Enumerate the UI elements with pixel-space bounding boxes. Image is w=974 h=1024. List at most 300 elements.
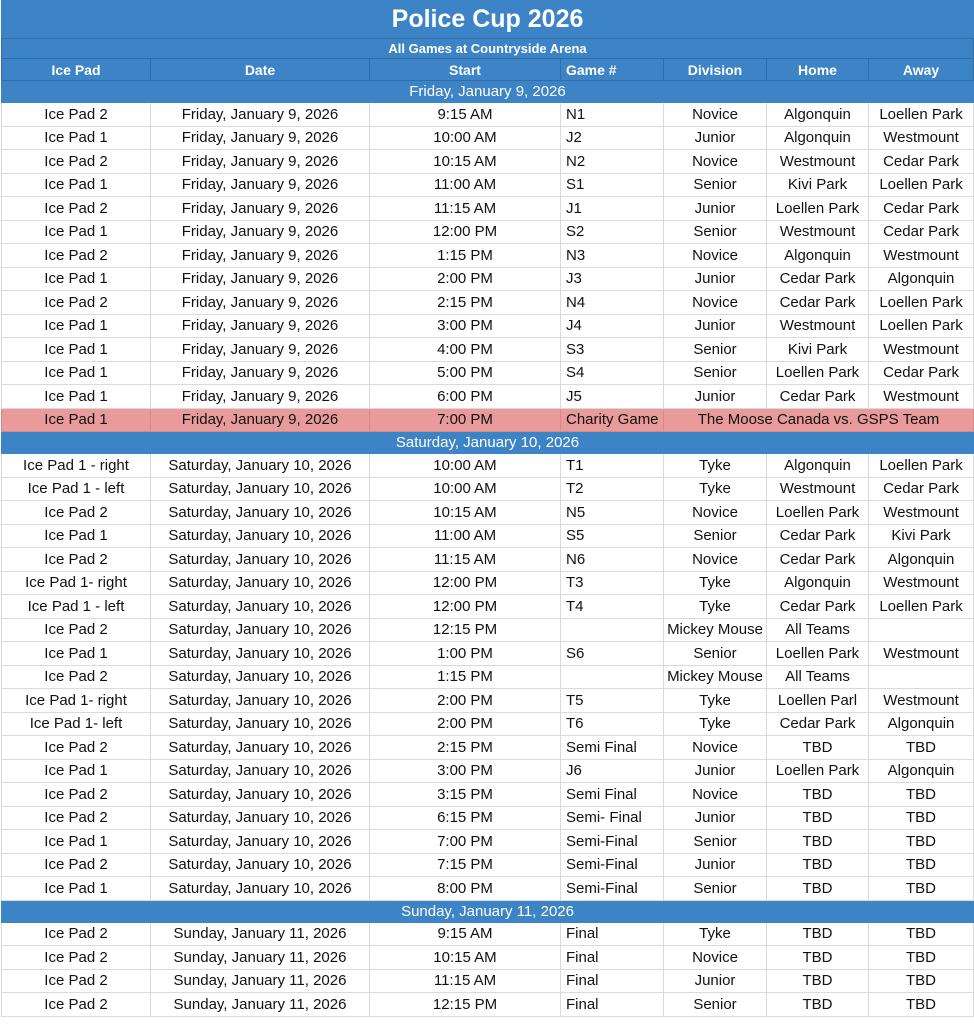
home-cell: Cedar Park — [767, 267, 869, 291]
division-cell: Tyke — [664, 689, 767, 713]
table-row — [2, 385, 974, 409]
division-cell: Junior — [664, 759, 767, 783]
game-number-cell: J2 — [561, 126, 664, 150]
division-cell: Novice — [664, 946, 767, 970]
table-row — [2, 244, 974, 268]
date-cell: Friday, January 9, 2026 — [151, 244, 370, 268]
game-number-cell: T5 — [561, 689, 664, 713]
division-cell: Senior — [664, 524, 767, 548]
page-title: Police Cup 2026 — [2, 1, 974, 39]
start-cell: 3:15 PM — [370, 783, 561, 807]
start-cell: 1:15 PM — [370, 665, 561, 689]
date-cell: Friday, January 9, 2026 — [151, 291, 370, 315]
start-cell: 11:15 AM — [370, 197, 561, 221]
date-cell: Saturday, January 10, 2026 — [151, 642, 370, 666]
ice-pad-cell: Ice Pad 1 - left — [2, 595, 151, 619]
ice-pad-cell: Ice Pad 1 — [2, 877, 151, 901]
away-cell: Westmount — [869, 126, 974, 150]
column-header-division: Division — [664, 59, 767, 81]
away-cell: TBD — [869, 830, 974, 854]
away-cell: TBD — [869, 736, 974, 760]
date-cell: Saturday, January 10, 2026 — [151, 830, 370, 854]
table-row — [2, 665, 974, 689]
start-cell: 2:00 PM — [370, 689, 561, 713]
date-cell: Friday, January 9, 2026 — [151, 150, 370, 174]
division-cell: Novice — [664, 501, 767, 525]
away-cell: Cedar Park — [869, 150, 974, 174]
ice-pad-cell: Ice Pad 1- left — [2, 712, 151, 736]
ice-pad-cell: Ice Pad 2 — [2, 618, 151, 642]
table-row — [2, 197, 974, 221]
away-cell: Westmount — [869, 501, 974, 525]
column-header-ice-pad: Ice Pad — [2, 59, 151, 81]
away-cell: Westmount — [869, 385, 974, 409]
table-row — [2, 150, 974, 174]
away-cell: TBD — [869, 806, 974, 830]
column-header-row — [2, 59, 974, 81]
division-cell: Novice — [664, 150, 767, 174]
home-cell: TBD — [767, 806, 869, 830]
game-number-cell: S2 — [561, 220, 664, 244]
home-cell: Cedar Park — [767, 595, 869, 619]
game-number-cell: S1 — [561, 173, 664, 197]
table-row — [2, 571, 974, 595]
ice-pad-cell: Ice Pad 1 — [2, 830, 151, 854]
ice-pad-cell: Ice Pad 2 — [2, 103, 151, 127]
day-section-header — [2, 900, 974, 922]
away-cell: TBD — [869, 969, 974, 993]
division-cell: Novice — [664, 244, 767, 268]
ice-pad-cell: Ice Pad 2 — [2, 150, 151, 174]
home-cell: Cedar Park — [767, 524, 869, 548]
home-cell: TBD — [767, 830, 869, 854]
away-cell — [869, 665, 974, 689]
start-cell: 9:15 AM — [370, 103, 561, 127]
game-number-cell: S5 — [561, 524, 664, 548]
division-cell: Novice — [664, 736, 767, 760]
table-row — [2, 220, 974, 244]
division-cell: Novice — [664, 548, 767, 572]
home-cell: Algonquin — [767, 126, 869, 150]
away-cell: Westmount — [869, 244, 974, 268]
away-cell: Loellen Park — [869, 314, 974, 338]
date-cell: Saturday, January 10, 2026 — [151, 665, 370, 689]
start-cell: 11:15 AM — [370, 548, 561, 572]
date-cell: Saturday, January 10, 2026 — [151, 618, 370, 642]
ice-pad-cell: Ice Pad 2 — [2, 291, 151, 315]
home-cell: Kivi Park — [767, 338, 869, 362]
away-cell: Kivi Park — [869, 524, 974, 548]
start-cell: 11:00 AM — [370, 173, 561, 197]
date-cell: Saturday, January 10, 2026 — [151, 783, 370, 807]
home-cell: Westmount — [767, 477, 869, 501]
start-cell: 12:00 PM — [370, 595, 561, 619]
away-cell: Algonquin — [869, 267, 974, 291]
date-cell: Saturday, January 10, 2026 — [151, 454, 370, 478]
game-number-cell: S6 — [561, 642, 664, 666]
ice-pad-cell: Ice Pad 1 — [2, 408, 151, 432]
ice-pad-cell: Ice Pad 2 — [2, 853, 151, 877]
home-cell: Cedar Park — [767, 291, 869, 315]
game-number-cell: N4 — [561, 291, 664, 315]
date-cell: Friday, January 9, 2026 — [151, 385, 370, 409]
schedule-table — [1, 0, 974, 1017]
date-cell: Friday, January 9, 2026 — [151, 173, 370, 197]
division-cell: Tyke — [664, 571, 767, 595]
column-header-start: Start — [370, 59, 561, 81]
start-cell: 10:15 AM — [370, 501, 561, 525]
division-cell: Mickey Mouse — [664, 665, 767, 689]
division-cell: Senior — [664, 993, 767, 1017]
ice-pad-cell: Ice Pad 2 — [2, 548, 151, 572]
ice-pad-cell: Ice Pad 2 — [2, 783, 151, 807]
home-cell: Cedar Park — [767, 548, 869, 572]
date-cell: Saturday, January 10, 2026 — [151, 712, 370, 736]
game-number-cell — [561, 618, 664, 642]
home-cell: Cedar Park — [767, 385, 869, 409]
home-cell: Westmount — [767, 314, 869, 338]
date-cell: Saturday, January 10, 2026 — [151, 501, 370, 525]
game-number-cell: N3 — [561, 244, 664, 268]
date-cell: Friday, January 9, 2026 — [151, 267, 370, 291]
game-number-cell: N1 — [561, 103, 664, 127]
home-cell: TBD — [767, 922, 869, 946]
game-number-cell: N2 — [561, 150, 664, 174]
game-number-cell: Semi-Final — [561, 853, 664, 877]
game-number-cell: T3 — [561, 571, 664, 595]
division-cell: Junior — [664, 969, 767, 993]
away-cell: Algonquin — [869, 548, 974, 572]
home-cell: TBD — [767, 993, 869, 1017]
start-cell: 12:15 PM — [370, 993, 561, 1017]
charity-game-row — [2, 408, 974, 432]
start-cell: 2:00 PM — [370, 267, 561, 291]
game-number-cell: T4 — [561, 595, 664, 619]
start-cell: 2:15 PM — [370, 736, 561, 760]
table-row — [2, 338, 974, 362]
home-cell: Loellen Park — [767, 361, 869, 385]
game-number-cell: T6 — [561, 712, 664, 736]
day-label: Sunday, January 11, 2026 — [2, 900, 974, 922]
start-cell: 2:00 PM — [370, 712, 561, 736]
game-number-cell: Final — [561, 922, 664, 946]
ice-pad-cell: Ice Pad 1 — [2, 759, 151, 783]
table-row — [2, 642, 974, 666]
ice-pad-cell: Ice Pad 1 — [2, 385, 151, 409]
start-cell: 2:15 PM — [370, 291, 561, 315]
date-cell: Friday, January 9, 2026 — [151, 361, 370, 385]
date-cell: Saturday, January 10, 2026 — [151, 548, 370, 572]
division-cell: Junior — [664, 314, 767, 338]
division-cell: Junior — [664, 197, 767, 221]
start-cell: 6:15 PM — [370, 806, 561, 830]
game-number-cell: Semi Final — [561, 783, 664, 807]
date-cell: Saturday, January 10, 2026 — [151, 595, 370, 619]
table-row — [2, 877, 974, 901]
home-cell: TBD — [767, 783, 869, 807]
table-row — [2, 477, 974, 501]
game-number-cell: Semi-Final — [561, 877, 664, 901]
date-cell: Friday, January 9, 2026 — [151, 126, 370, 150]
home-cell: Algonquin — [767, 244, 869, 268]
table-row — [2, 501, 974, 525]
date-cell: Saturday, January 10, 2026 — [151, 853, 370, 877]
day-section-header — [2, 432, 974, 454]
date-cell: Saturday, January 10, 2026 — [151, 689, 370, 713]
table-row — [2, 314, 974, 338]
date-cell: Friday, January 9, 2026 — [151, 103, 370, 127]
start-cell: 10:00 AM — [370, 126, 561, 150]
away-cell: Cedar Park — [869, 220, 974, 244]
start-cell: 11:00 AM — [370, 524, 561, 548]
ice-pad-cell: Ice Pad 2 — [2, 806, 151, 830]
date-cell: Friday, January 9, 2026 — [151, 220, 370, 244]
table-row — [2, 595, 974, 619]
start-cell: 10:00 AM — [370, 454, 561, 478]
division-cell: Junior — [664, 385, 767, 409]
day-label: Friday, January 9, 2026 — [2, 81, 974, 103]
home-cell: Kivi Park — [767, 173, 869, 197]
home-cell: Algonquin — [767, 454, 869, 478]
table-row — [2, 548, 974, 572]
start-cell: 1:00 PM — [370, 642, 561, 666]
home-cell: TBD — [767, 969, 869, 993]
division-cell: Senior — [664, 220, 767, 244]
game-number-cell: Final — [561, 946, 664, 970]
game-number-cell: T1 — [561, 454, 664, 478]
start-cell: 12:15 PM — [370, 618, 561, 642]
column-header-home: Home — [767, 59, 869, 81]
start-cell: 9:15 AM — [370, 922, 561, 946]
division-cell: Junior — [664, 267, 767, 291]
table-row — [2, 806, 974, 830]
table-row — [2, 126, 974, 150]
home-cell: Westmount — [767, 150, 869, 174]
away-cell: Loellen Park — [869, 454, 974, 478]
game-number-cell: J1 — [561, 197, 664, 221]
table-row — [2, 454, 974, 478]
away-cell: Westmount — [869, 642, 974, 666]
table-row — [2, 830, 974, 854]
division-cell: Junior — [664, 126, 767, 150]
start-cell: 8:00 PM — [370, 877, 561, 901]
start-cell: 4:00 PM — [370, 338, 561, 362]
away-cell: Westmount — [869, 689, 974, 713]
away-cell: Loellen Park — [869, 103, 974, 127]
home-cell: All Teams — [767, 618, 869, 642]
page-subtitle: All Games at Countryside Arena — [2, 39, 974, 59]
ice-pad-cell: Ice Pad 2 — [2, 244, 151, 268]
home-cell: TBD — [767, 853, 869, 877]
start-cell: 7:00 PM — [370, 830, 561, 854]
start-cell: 6:00 PM — [370, 385, 561, 409]
date-cell: Saturday, January 10, 2026 — [151, 736, 370, 760]
date-cell: Sunday, January 11, 2026 — [151, 922, 370, 946]
date-cell: Sunday, January 11, 2026 — [151, 946, 370, 970]
game-number-cell: N5 — [561, 501, 664, 525]
game-number-cell: S3 — [561, 338, 664, 362]
game-number-cell: J5 — [561, 385, 664, 409]
home-cell: Loellen Park — [767, 759, 869, 783]
day-label: Saturday, January 10, 2026 — [2, 432, 974, 454]
ice-pad-cell: Ice Pad 1 — [2, 173, 151, 197]
ice-pad-cell: Ice Pad 1 — [2, 220, 151, 244]
table-row — [2, 736, 974, 760]
date-cell: Friday, January 9, 2026 — [151, 314, 370, 338]
division-cell: Junior — [664, 853, 767, 877]
date-cell: Friday, January 9, 2026 — [151, 197, 370, 221]
start-cell: 3:00 PM — [370, 759, 561, 783]
start-cell: 10:15 AM — [370, 150, 561, 174]
division-cell: Tyke — [664, 477, 767, 501]
table-row — [2, 993, 974, 1017]
away-cell: TBD — [869, 853, 974, 877]
date-cell: Saturday, January 10, 2026 — [151, 571, 370, 595]
division-cell: Junior — [664, 806, 767, 830]
ice-pad-cell: Ice Pad 2 — [2, 969, 151, 993]
start-cell: 7:00 PM — [370, 408, 561, 432]
game-number-cell: J4 — [561, 314, 664, 338]
ice-pad-cell: Ice Pad 1 — [2, 642, 151, 666]
table-row — [2, 361, 974, 385]
away-cell: Algonquin — [869, 712, 974, 736]
division-cell: Novice — [664, 291, 767, 315]
ice-pad-cell: Ice Pad 1 — [2, 524, 151, 548]
ice-pad-cell: Ice Pad 1 - left — [2, 477, 151, 501]
away-cell: TBD — [869, 946, 974, 970]
table-row — [2, 173, 974, 197]
ice-pad-cell: Ice Pad 2 — [2, 501, 151, 525]
away-cell: Westmount — [869, 338, 974, 362]
game-number-cell: N6 — [561, 548, 664, 572]
game-number-cell: Charity Game — [561, 408, 664, 432]
subtitle-row — [2, 39, 974, 59]
ice-pad-cell: Ice Pad 2 — [2, 665, 151, 689]
ice-pad-cell: Ice Pad 1 — [2, 126, 151, 150]
ice-pad-cell: Ice Pad 1 — [2, 338, 151, 362]
date-cell: Sunday, January 11, 2026 — [151, 969, 370, 993]
division-cell: Mickey Mouse — [664, 618, 767, 642]
date-cell: Friday, January 9, 2026 — [151, 338, 370, 362]
home-cell: Algonquin — [767, 571, 869, 595]
table-row — [2, 103, 974, 127]
title-row — [2, 1, 974, 39]
date-cell: Saturday, January 10, 2026 — [151, 806, 370, 830]
table-row — [2, 267, 974, 291]
date-cell: Sunday, January 11, 2026 — [151, 993, 370, 1017]
table-row — [2, 759, 974, 783]
date-cell: Friday, January 9, 2026 — [151, 408, 370, 432]
start-cell: 5:00 PM — [370, 361, 561, 385]
column-header-date: Date — [151, 59, 370, 81]
away-cell: Loellen Park — [869, 291, 974, 315]
start-cell: 7:15 PM — [370, 853, 561, 877]
day-section-header — [2, 81, 974, 103]
start-cell: 3:00 PM — [370, 314, 561, 338]
division-cell: Tyke — [664, 454, 767, 478]
ice-pad-cell: Ice Pad 1 — [2, 314, 151, 338]
game-number-cell: Final — [561, 969, 664, 993]
away-cell: Cedar Park — [869, 477, 974, 501]
home-cell: TBD — [767, 946, 869, 970]
game-number-cell: S4 — [561, 361, 664, 385]
away-cell: Cedar Park — [869, 197, 974, 221]
away-cell: Algonquin — [869, 759, 974, 783]
away-cell: Westmount — [869, 571, 974, 595]
column-header-game: Game # — [561, 59, 664, 81]
home-cell: Loellen Park — [767, 642, 869, 666]
start-cell: 12:00 PM — [370, 571, 561, 595]
division-cell: Novice — [664, 103, 767, 127]
ice-pad-cell: Ice Pad 2 — [2, 922, 151, 946]
date-cell: Saturday, January 10, 2026 — [151, 524, 370, 548]
home-cell: TBD — [767, 736, 869, 760]
home-cell: All Teams — [767, 665, 869, 689]
ice-pad-cell: Ice Pad 1 — [2, 361, 151, 385]
column-header-away: Away — [869, 59, 974, 81]
game-number-cell: Semi Final — [561, 736, 664, 760]
date-cell: Saturday, January 10, 2026 — [151, 477, 370, 501]
ice-pad-cell: Ice Pad 2 — [2, 993, 151, 1017]
start-cell: 10:15 AM — [370, 946, 561, 970]
home-cell: Loellen Park — [767, 501, 869, 525]
division-cell: Tyke — [664, 712, 767, 736]
division-cell: Tyke — [664, 595, 767, 619]
away-cell: TBD — [869, 783, 974, 807]
away-cell: TBD — [869, 993, 974, 1017]
away-cell: Loellen Park — [869, 173, 974, 197]
game-number-cell: Semi-Final — [561, 830, 664, 854]
table-row — [2, 524, 974, 548]
start-cell: 1:15 PM — [370, 244, 561, 268]
home-cell: TBD — [767, 877, 869, 901]
division-cell: Senior — [664, 642, 767, 666]
away-cell: TBD — [869, 877, 974, 901]
home-cell: Loellen Parl — [767, 689, 869, 713]
division-cell: Senior — [664, 338, 767, 362]
table-row — [2, 853, 974, 877]
game-number-cell — [561, 665, 664, 689]
away-cell: Loellen Park — [869, 595, 974, 619]
ice-pad-cell: Ice Pad 2 — [2, 946, 151, 970]
home-cell: Westmount — [767, 220, 869, 244]
division-cell: Senior — [664, 173, 767, 197]
date-cell: Saturday, January 10, 2026 — [151, 759, 370, 783]
ice-pad-cell: Ice Pad 2 — [2, 197, 151, 221]
home-cell: Loellen Park — [767, 197, 869, 221]
table-row — [2, 712, 974, 736]
game-number-cell: Final — [561, 993, 664, 1017]
division-cell: Senior — [664, 877, 767, 901]
table-row — [2, 969, 974, 993]
division-cell: Senior — [664, 830, 767, 854]
ice-pad-cell: Ice Pad 2 — [2, 736, 151, 760]
matchup-cell: The Moose Canada vs. GSPS Team — [664, 408, 974, 432]
home-cell: Algonquin — [767, 103, 869, 127]
start-cell: 11:15 AM — [370, 969, 561, 993]
division-cell: Novice — [664, 783, 767, 807]
table-row — [2, 783, 974, 807]
game-number-cell: J6 — [561, 759, 664, 783]
date-cell: Saturday, January 10, 2026 — [151, 877, 370, 901]
ice-pad-cell: Ice Pad 1 - right — [2, 454, 151, 478]
table-row — [2, 946, 974, 970]
table-row — [2, 291, 974, 315]
division-cell: Tyke — [664, 922, 767, 946]
game-number-cell: Semi- Final — [561, 806, 664, 830]
ice-pad-cell: Ice Pad 1- right — [2, 571, 151, 595]
ice-pad-cell: Ice Pad 1 — [2, 267, 151, 291]
